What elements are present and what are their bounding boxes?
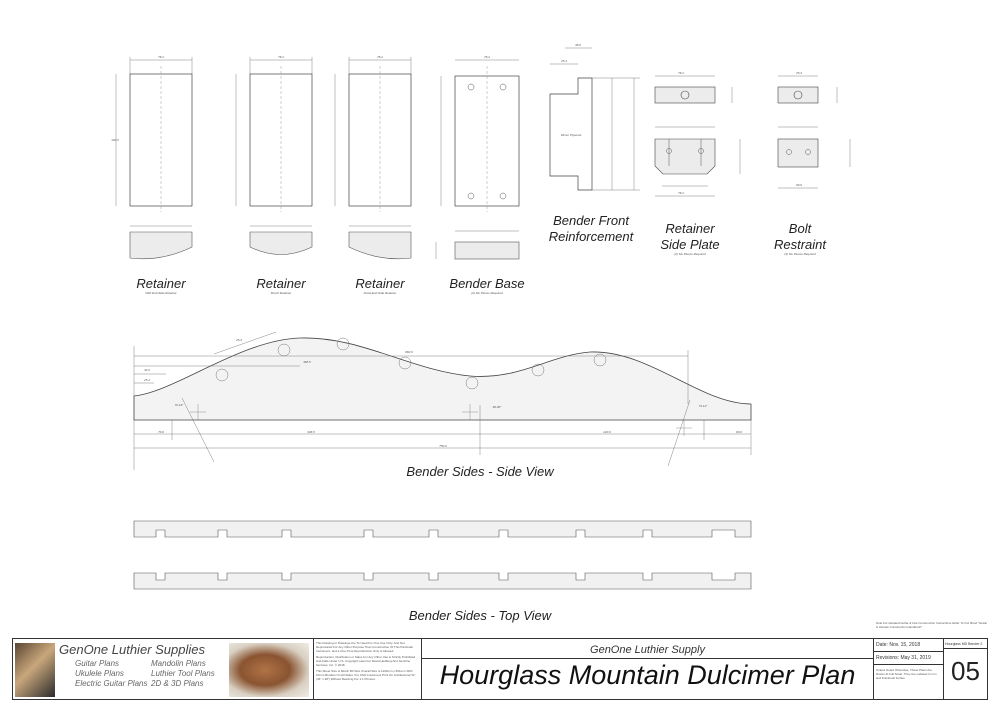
side-plate-label-1: Retainer xyxy=(665,221,715,236)
dim-total: 750.0 xyxy=(439,444,447,448)
company-name: GenOne Luthier Supply xyxy=(590,644,705,656)
dim-arc: 25.4 xyxy=(236,338,242,342)
dim-240: 240.0 xyxy=(603,430,611,434)
retainer-1-label: Retainer xyxy=(136,276,186,291)
front-inner-note: 18mm Plywood xyxy=(560,133,582,137)
dim-front-top: 38.0 xyxy=(575,43,581,47)
plan-title: Hourglass Mountain Dulcimer Plan xyxy=(439,660,856,690)
dim-bolt-bottom: 60.0 xyxy=(796,183,802,187)
retainer-2-note: Mount Retainer xyxy=(270,291,292,295)
dim-336: 336.5 xyxy=(307,430,315,434)
bender-top-view-1 xyxy=(134,521,751,537)
dim-side-plate-bottom: 76.2 xyxy=(678,191,684,195)
angle-1: 72.16° xyxy=(174,403,184,407)
title-panel xyxy=(421,639,873,699)
dim-retainer-2-width: 76.2 xyxy=(278,55,284,59)
date-text: Date: Nov. 15, 2018 xyxy=(874,639,943,652)
dim-h32: 32.0 xyxy=(144,368,150,372)
units-text: Unless Noted Otherwise, These Plans Are Drawn At Full Scale. They Are Labeled In mm and Fractional Inches. xyxy=(876,668,937,680)
dim-60: 60.0 xyxy=(736,430,742,434)
retainer-2-label: Retainer xyxy=(256,276,306,291)
brand-panel xyxy=(13,639,313,699)
dim-660: 660.0 xyxy=(405,350,413,354)
dim-retainer-3-width: 76.2 xyxy=(377,55,383,59)
top-view-title: Bender Sides - Top View xyxy=(408,608,552,623)
bolt-note: (4) Six Pieces Required xyxy=(784,252,816,256)
bender-top-view-2 xyxy=(134,573,751,589)
bender-front-label-2: Reinforcement xyxy=(548,229,634,244)
dulcimer-photo xyxy=(229,643,309,697)
copyright-notes xyxy=(313,639,421,699)
date-panel xyxy=(873,639,943,699)
angle-2: 90.00° xyxy=(492,405,502,409)
dim-bender-base-width: 76.2 xyxy=(484,55,490,59)
brand-name: GenOne Luthier Supplies xyxy=(59,642,205,657)
bolt-label-1: Bolt xyxy=(788,221,812,236)
scale-text: This Sheet Size is Metric B3 Size Overall Size is 1100mm x 841mm With 10mm Borders On All Sides. For USA Customers Print On Architectural "E" (36" x 48") Without Resizing For 1:1 Printout. xyxy=(316,669,416,681)
dim-front-step: 25.4 xyxy=(561,59,567,63)
angle-3: 74.12° xyxy=(698,404,708,408)
title-block xyxy=(12,638,988,700)
revision-text: Revisions: May 31, 2019 xyxy=(874,652,943,665)
side-plate-label-2: Side Plate xyxy=(660,237,720,252)
retainer-3-note: Fixed-End Side Retainer xyxy=(363,291,397,295)
construction-note: Note For Detailed Guitar & Uke Construction Instructions Refer To Our Book "Guitar & Ukulele Construction Handbook" xyxy=(876,621,988,629)
side-plate-note: (2) Six Pieces Required xyxy=(674,252,706,256)
bender-front-label-1: Bender Front xyxy=(553,213,629,228)
dim-bolt-width: 25.4 xyxy=(796,71,802,75)
bolt-label-2: Restraint xyxy=(773,237,827,252)
drawing-code: Hourglass MD Bender 2 xyxy=(944,639,987,649)
distribution-text: Reproduction, Distribution or Sales For Any Other Use is Strictly Prohibited And Falls Under U.S. Copyright Laws For David Hedburg And GenOne Services, Inc. © 2018 xyxy=(316,655,416,667)
dim-70: 70.0 xyxy=(158,430,164,434)
side-view-title: Bender Sides - Side View xyxy=(406,464,554,479)
dim-retainer-height: 190.5 xyxy=(111,138,119,142)
sheet-panel xyxy=(943,639,987,699)
dim-retainer-1-width: 76.2 xyxy=(158,55,164,59)
plan-list-2: Mandolin Plans Luthier Tool Plans 2D & 3D Plans xyxy=(151,659,215,688)
plan-list-1: Guitar Plans Ukulele Plans Electric Guitar Plans xyxy=(75,659,148,688)
bender-base-label: Bender Base xyxy=(449,276,525,291)
rights-text: This Drawing or Drawings Are To Used For One Use Only. And Not Reproduced For Any Other Purpose Than Construction Of This Particular Instrument, and a One-Time Reproduction Only is Allowed. xyxy=(316,641,414,653)
dim-side-plate-width: 76.2 xyxy=(678,71,684,75)
dim-468: 468.5 xyxy=(303,360,311,364)
bender-base-note: (2) Six Pieces Required xyxy=(471,291,503,295)
retainer-3-label: Retainer xyxy=(355,276,405,291)
dim-h25: 25.4 xyxy=(144,378,150,382)
retainer-1-note: With End-Side Retainer xyxy=(145,291,177,295)
sheet-number: 05 xyxy=(951,656,980,686)
guitar-photo xyxy=(15,643,55,697)
